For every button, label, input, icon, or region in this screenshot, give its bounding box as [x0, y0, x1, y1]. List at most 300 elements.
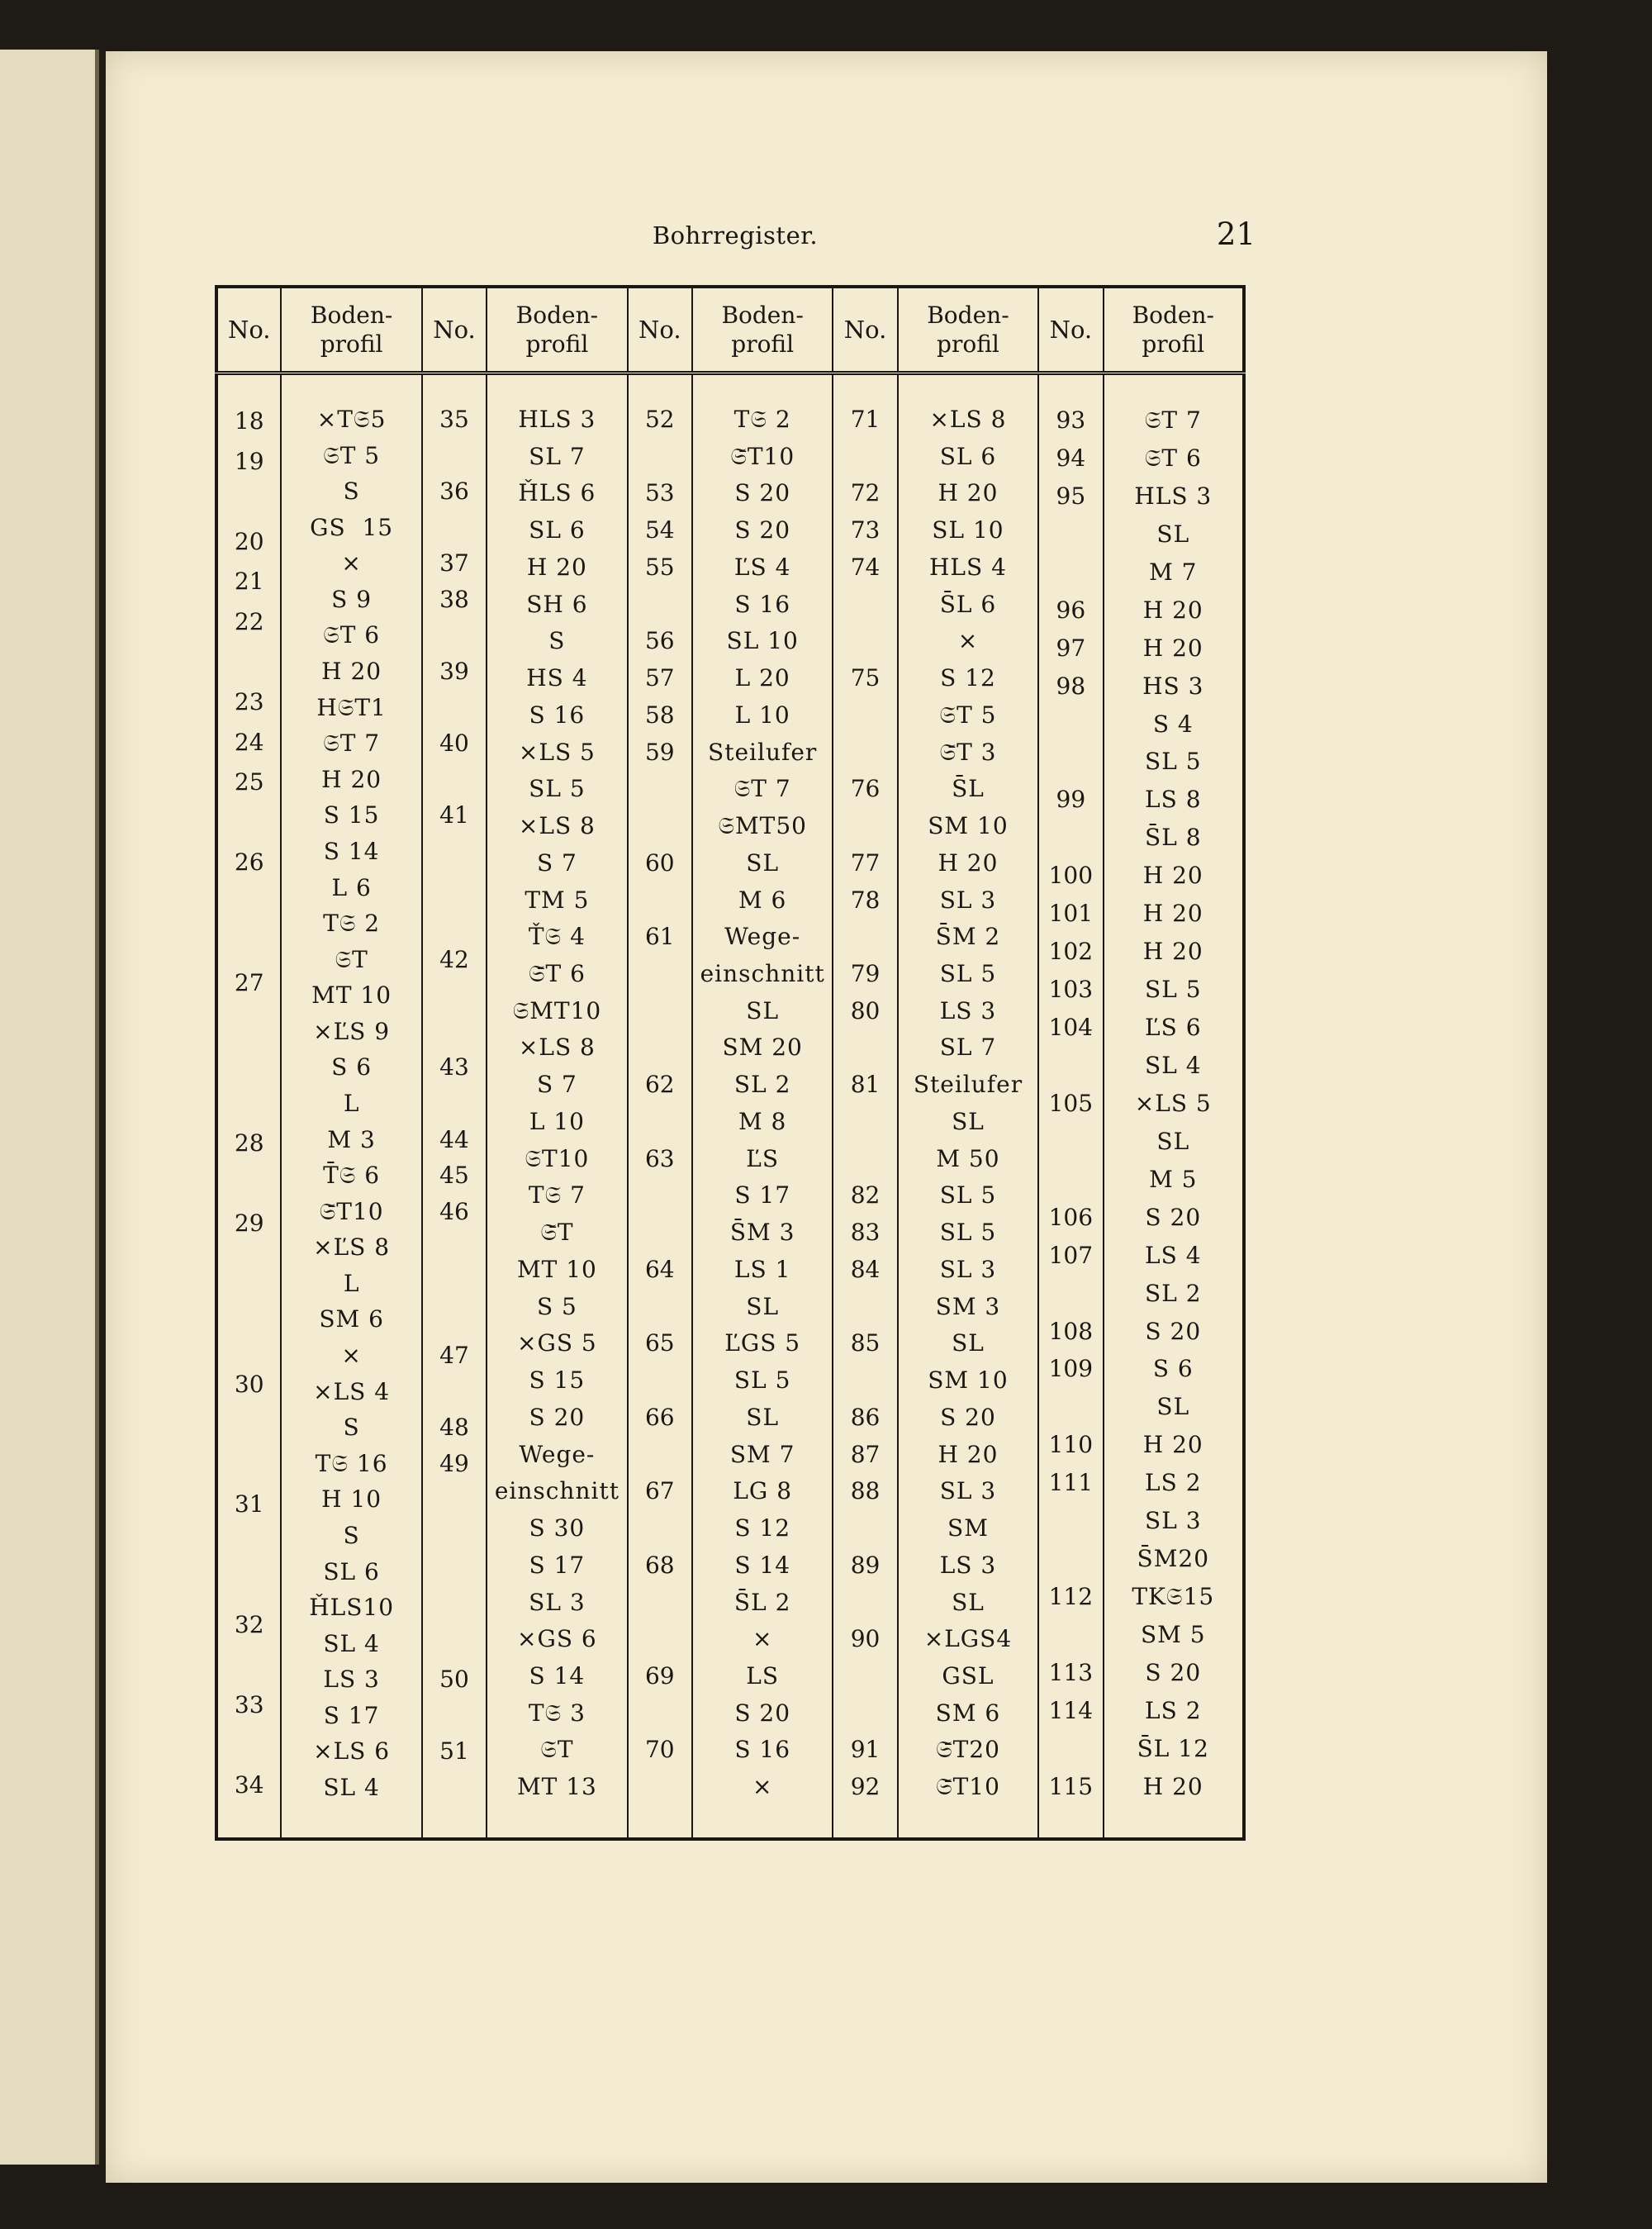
bore-number — [632, 1585, 688, 1622]
profile-entry: S 16 — [529, 701, 586, 729]
bore-number — [1042, 1616, 1099, 1654]
page-number: 21 — [1216, 216, 1256, 252]
profile-entry: L — [343, 1089, 360, 1117]
profile-entry: M 3 — [327, 1125, 376, 1153]
bore-number — [426, 1626, 482, 1662]
profile-entry: ×LS 8 — [518, 1034, 596, 1062]
bore-number: 35 — [439, 406, 469, 433]
bore-number — [837, 1289, 893, 1326]
bore-number: 65 — [644, 1329, 675, 1357]
profile-entry: S 20 — [734, 516, 791, 544]
bore-number — [1042, 1540, 1099, 1578]
profile-entry: S 15 — [529, 1366, 586, 1395]
profile-entry: L 6 — [331, 873, 372, 901]
bore-number — [632, 1437, 688, 1474]
profile-entry: einschnitt — [494, 1477, 620, 1505]
bore-number — [1042, 1730, 1099, 1768]
bore-number: 33 — [234, 1691, 264, 1718]
profile-entry: SL 5 — [939, 960, 997, 988]
profile-entry: 𝔖T 6 — [323, 621, 381, 649]
bore-number: 69 — [644, 1661, 675, 1690]
bore-number — [1042, 554, 1099, 592]
profile-entry: 𝔖T 6 — [1144, 444, 1202, 472]
profile-entry: S 14 — [734, 1551, 791, 1579]
profil-column — [281, 373, 421, 1840]
profile-entry: Steilufer — [913, 1071, 1023, 1099]
profile-entry: 𝔖T 7 — [323, 730, 381, 758]
profile-entry: T𝔖 3 — [528, 1699, 586, 1727]
profile-entry: H 20 — [1142, 900, 1203, 928]
bore-number: 113 — [1048, 1658, 1094, 1686]
bore-number — [426, 1301, 482, 1338]
profile-entry: S 17 — [323, 1701, 380, 1729]
profile-entry: S 20 — [1145, 1658, 1202, 1686]
bore-number — [221, 883, 277, 924]
profile-entry: SL — [952, 1588, 985, 1616]
profile-entry: S — [343, 1521, 360, 1549]
header-profil: Boden- profil — [692, 287, 833, 373]
profile-entry: 𝔖T 7 — [733, 775, 791, 803]
profile-entry: ×LS 4 — [313, 1377, 391, 1405]
bore-number — [837, 439, 893, 476]
bore-number — [632, 1621, 688, 1658]
profile-entry: Wege- — [519, 1440, 596, 1468]
profile-entry: ȞLS 6 — [518, 479, 596, 507]
profile-entry: L 10 — [529, 1107, 585, 1135]
profile-entry: TM 5 — [525, 886, 590, 914]
bore-number: 110 — [1048, 1431, 1094, 1459]
profile-entry: 𝔖T — [335, 945, 368, 973]
profile-entry: ĽS 6 — [1145, 1014, 1202, 1041]
profile-entry: S — [548, 627, 566, 655]
profil-column — [487, 373, 627, 1840]
bore-number: 80 — [850, 996, 881, 1024]
bore-number: 83 — [850, 1219, 881, 1247]
profile-entry: S 20 — [1145, 1203, 1202, 1231]
profile-entry: S 20 — [734, 479, 791, 507]
profile-entry: 𝔖MT10 — [512, 996, 602, 1024]
profile-entry: 𝔖̄T 3 — [939, 738, 997, 766]
bore-number: 47 — [439, 1342, 469, 1370]
profile-entry: S 4 — [1152, 710, 1194, 738]
profile-entry: T𝔖 2 — [323, 910, 381, 938]
profile-entry: L — [343, 1269, 360, 1297]
profile-entry: H 10 — [321, 1485, 382, 1514]
bore-number — [632, 882, 688, 920]
profile-entry: L 20 — [734, 664, 790, 692]
profile-entry: S 16 — [734, 590, 791, 618]
profile-entry: S — [343, 478, 360, 506]
profile-entry: S̄M 2 — [935, 923, 1001, 951]
profile-entry: S 20 — [529, 1403, 586, 1431]
bore-number: 73 — [850, 516, 881, 544]
bore-number: 79 — [850, 960, 881, 988]
bore-number — [837, 623, 893, 660]
profile-entry: TK𝔖15 — [1132, 1583, 1215, 1611]
header-profil: Boden- profil — [281, 287, 421, 373]
profile-entry: LG 8 — [733, 1477, 793, 1505]
header-no: No. — [833, 287, 897, 373]
profile-entry: 𝔖MT50 — [718, 812, 807, 840]
profile-entry: T𝔖 2 — [733, 406, 791, 433]
bore-number — [632, 771, 688, 808]
bore-number: 53 — [644, 479, 675, 507]
bore-number — [632, 1214, 688, 1252]
profile-entry: S 7 — [536, 848, 577, 877]
profile-entry: 𝔖̄T10 — [319, 1197, 384, 1225]
header-profil: Boden- profil — [1104, 287, 1244, 373]
bore-number — [426, 438, 482, 474]
bore-number — [221, 1404, 277, 1445]
bore-number — [426, 870, 482, 906]
profile-entry: SL — [746, 848, 780, 877]
profile-entry: H 20 — [938, 848, 999, 877]
profile-entry: MT 13 — [516, 1773, 597, 1801]
bore-number: 56 — [644, 627, 675, 655]
bore-number — [426, 617, 482, 653]
bore-number: 30 — [234, 1370, 264, 1398]
profile-entry: SL 3 — [939, 1255, 997, 1283]
header-no: No. — [216, 287, 281, 373]
profile-entry: SL 6 — [939, 442, 997, 470]
profile-entry: S 20 — [1145, 1317, 1202, 1345]
profile-entry: 𝔖T — [540, 1736, 574, 1764]
no-column — [216, 373, 281, 1840]
bore-number: 49 — [439, 1449, 469, 1477]
no-column — [833, 373, 897, 1840]
bore-number — [1042, 1161, 1099, 1199]
bore-number: 105 — [1048, 1089, 1094, 1117]
profile-entry: M 7 — [1149, 558, 1198, 586]
bore-number: 54 — [644, 516, 675, 544]
bore-number: 52 — [644, 406, 675, 433]
bore-number — [221, 1324, 277, 1365]
bore-number — [837, 587, 893, 624]
bore-number: 99 — [1056, 786, 1086, 814]
profile-entry: H 20 — [321, 765, 382, 793]
bore-number — [837, 1362, 893, 1400]
profile-entry: SL — [952, 1329, 985, 1357]
profile-entry: S̄L — [952, 775, 985, 803]
bore-number — [426, 1229, 482, 1266]
profile-entry: H 20 — [938, 479, 999, 507]
profile-entry: ×ĽS 8 — [313, 1233, 391, 1262]
bore-number: 71 — [850, 406, 881, 433]
profil-column — [1104, 373, 1244, 1840]
bore-number: 63 — [644, 1144, 675, 1172]
bore-number: 98 — [1056, 672, 1086, 700]
profile-entry: × — [341, 1342, 362, 1370]
profile-entry: SL — [746, 1403, 780, 1431]
profile-entry: GSL — [942, 1661, 995, 1690]
bore-number: 19 — [234, 447, 264, 475]
bore-number: 76 — [850, 775, 881, 803]
bore-number: 68 — [644, 1551, 675, 1579]
bore-number: 60 — [644, 848, 675, 877]
profile-entry: H 20 — [1142, 1772, 1203, 1800]
profile-entry: ĽS 4 — [733, 553, 791, 581]
profile-entry: SL 3 — [529, 1588, 586, 1616]
bore-number: 91 — [850, 1736, 881, 1764]
bore-number: 85 — [850, 1329, 881, 1357]
profile-entry: 𝔖̄T — [540, 1219, 574, 1247]
bore-number: 23 — [234, 687, 264, 715]
profile-entry: SM 5 — [1140, 1621, 1206, 1648]
bore-number: 93 — [1056, 406, 1086, 434]
body-row — [216, 373, 1244, 1840]
profile-entry: SL 4 — [323, 1773, 380, 1801]
profile-entry: SL 5 — [529, 775, 586, 803]
profile-entry: LS 2 — [1145, 1696, 1202, 1724]
bore-number — [426, 1518, 482, 1554]
profile-entry: T𝔖 16 — [315, 1449, 388, 1477]
profile-entry: LS 3 — [323, 1666, 380, 1694]
profile-entry: LS 4 — [1145, 1241, 1202, 1269]
bore-number — [837, 734, 893, 772]
bore-number: 66 — [644, 1403, 675, 1431]
profile-entry: SL 4 — [1145, 1051, 1202, 1079]
profile-entry: S 12 — [940, 664, 996, 692]
bore-number — [426, 1554, 482, 1590]
profile-entry: SL 2 — [1145, 1279, 1202, 1307]
bore-number: 31 — [234, 1490, 264, 1518]
bore-number — [1042, 819, 1099, 857]
bore-number: 78 — [850, 886, 881, 914]
profile-entry: SL 3 — [939, 1477, 997, 1505]
profile-entry: ×LS 8 — [929, 406, 1007, 433]
running-title: Bohrregister. — [652, 221, 819, 250]
profile-entry: SL 10 — [726, 627, 799, 655]
bore-number: 106 — [1048, 1203, 1094, 1231]
profile-entry: 𝔖T 5 — [939, 701, 997, 729]
bore-number — [1042, 706, 1099, 744]
profile-entry: LS — [746, 1661, 780, 1690]
bore-number: 115 — [1048, 1772, 1094, 1800]
profile-entry: SL 7 — [939, 1034, 997, 1062]
profile-entry: H 20 — [321, 658, 382, 686]
bore-number: 112 — [1048, 1583, 1094, 1611]
profile-entry: T𝔖 7 — [528, 1181, 586, 1210]
profile-entry: M 50 — [936, 1144, 1000, 1172]
profile-entry: 𝔖T 7 — [1144, 406, 1202, 434]
bore-number: 103 — [1048, 976, 1094, 1004]
bore-number — [1042, 1123, 1099, 1161]
bore-number: 77 — [850, 848, 881, 877]
bore-number — [632, 1177, 688, 1214]
bore-number — [632, 956, 688, 993]
bore-number — [221, 1164, 277, 1205]
profile-entry: LS 1 — [733, 1255, 791, 1283]
bore-number: 45 — [439, 1162, 469, 1190]
profile-entry: Ť𝔖 4 — [528, 923, 586, 951]
bore-number — [1042, 1047, 1099, 1085]
bore-number — [426, 1266, 482, 1302]
profile-entry: SM 6 — [935, 1699, 1001, 1727]
bore-number: 96 — [1056, 596, 1086, 624]
profile-entry: × — [341, 549, 362, 577]
bore-number: 64 — [644, 1255, 675, 1283]
bore-number — [632, 1362, 688, 1400]
bore-number: 62 — [644, 1071, 675, 1099]
profile-entry: ĽGS 5 — [724, 1329, 801, 1357]
bore-number: 109 — [1048, 1355, 1094, 1383]
profile-entry: L 10 — [734, 701, 790, 729]
profile-entry: SL 2 — [733, 1071, 791, 1099]
profile-entry: H 20 — [1142, 938, 1203, 966]
profile-entry: SL 7 — [529, 442, 586, 470]
bore-number: 92 — [850, 1773, 881, 1801]
profile-entry: SL 5 — [733, 1366, 791, 1395]
profile-entry: M 6 — [738, 886, 787, 914]
header-row — [216, 287, 1244, 373]
bore-number: 84 — [850, 1255, 881, 1283]
profile-entry: 𝔖̄T10 — [935, 1773, 1000, 1801]
bore-number — [426, 1481, 482, 1518]
bore-number — [1042, 1275, 1099, 1313]
bore-number: 107 — [1048, 1241, 1094, 1269]
bore-number: 67 — [644, 1477, 675, 1505]
bore-number — [221, 1043, 277, 1084]
header-no: No. — [1038, 287, 1103, 373]
bore-number: 102 — [1048, 938, 1094, 966]
profile-entry: SM 6 — [319, 1305, 384, 1333]
profile-entry: S̄L 12 — [1137, 1734, 1209, 1762]
bore-number — [426, 905, 482, 942]
profile-entry: H 20 — [1142, 862, 1203, 890]
bore-number: 41 — [439, 801, 469, 829]
profile-entry: SL — [1156, 520, 1190, 548]
profile-entry: ×LGS4 — [923, 1625, 1013, 1653]
bore-number: 94 — [1056, 444, 1086, 472]
profile-entry: H𝔖T1 — [316, 693, 387, 721]
bore-number: 89 — [850, 1551, 881, 1579]
bore-number — [837, 808, 893, 845]
header-no: No. — [422, 287, 487, 373]
bore-number: 59 — [644, 738, 675, 766]
profile-entry: ×LS 5 — [518, 738, 596, 766]
bore-number — [426, 1014, 482, 1050]
profile-entry: S 12 — [734, 1514, 791, 1542]
profile-entry: ×GS 5 — [517, 1329, 597, 1357]
profile-entry: S̄L 2 — [733, 1588, 791, 1616]
profile-entry: S 15 — [323, 801, 380, 829]
no-column — [422, 373, 487, 1840]
bore-number — [837, 697, 893, 734]
profile-entry: ×LS 8 — [518, 812, 596, 840]
bore-number: 57 — [644, 664, 675, 692]
profile-entry: S̄M 3 — [729, 1219, 795, 1247]
profile-entry: S 30 — [529, 1514, 586, 1542]
profile-entry: S̄M20 — [1137, 1545, 1210, 1573]
profile-entry: H 20 — [1142, 596, 1203, 624]
bore-number: 48 — [439, 1414, 469, 1442]
bore-number — [221, 1003, 277, 1043]
bore-number — [426, 1374, 482, 1410]
profile-entry: SL 3 — [939, 886, 997, 914]
profile-entry: GS 15 — [310, 513, 394, 541]
profile-entry: S — [343, 1414, 360, 1442]
bore-number: 75 — [850, 664, 881, 692]
profile-entry: × — [752, 1773, 773, 1801]
profile-entry: S 17 — [529, 1551, 586, 1579]
bore-number — [221, 482, 277, 522]
bore-number — [632, 1029, 688, 1067]
bore-number: 90 — [850, 1625, 881, 1653]
bore-number — [632, 587, 688, 624]
profile-entry: SH 6 — [526, 590, 588, 618]
bore-number: 97 — [1056, 634, 1086, 662]
profile-entry: MT 10 — [311, 981, 392, 1010]
profile-entry: × — [752, 1625, 773, 1653]
bore-number: 34 — [234, 1771, 264, 1799]
bore-number — [426, 834, 482, 870]
profile-entry: ×GS 6 — [517, 1625, 597, 1653]
bore-number: 29 — [234, 1210, 264, 1238]
bore-number: 27 — [234, 968, 264, 996]
profile-entry: SL 5 — [939, 1219, 997, 1247]
bore-number: 18 — [234, 407, 264, 435]
bore-number — [221, 1084, 277, 1124]
profile-entry: HS 4 — [526, 664, 588, 692]
profile-entry: SM 10 — [928, 812, 1009, 840]
bore-number — [221, 642, 277, 682]
profile-entry: SL 4 — [323, 1629, 380, 1657]
profile-entry: S 9 — [331, 585, 373, 613]
bore-number: 81 — [850, 1071, 881, 1099]
bore-number — [426, 1698, 482, 1734]
profile-entry: S 5 — [536, 1292, 577, 1320]
bore-number — [837, 1585, 893, 1622]
profile-entry: HLS 4 — [928, 553, 1007, 581]
bore-number — [221, 923, 277, 963]
bore-number — [632, 1695, 688, 1732]
bore-number: 86 — [850, 1403, 881, 1431]
profile-entry: S 17 — [734, 1181, 791, 1210]
bore-number — [221, 803, 277, 844]
header-profil: Boden- profil — [898, 287, 1038, 373]
bore-number: 28 — [234, 1129, 264, 1157]
bore-number: 43 — [439, 1053, 469, 1081]
bore-number: 111 — [1048, 1469, 1094, 1497]
profile-entry: S̄L 8 — [1145, 824, 1202, 852]
bore-number: 74 — [850, 553, 881, 581]
profile-entry: Wege- — [724, 923, 801, 951]
profile-entry: SL — [952, 1107, 985, 1135]
profile-entry: S 6 — [1152, 1355, 1194, 1383]
bore-number: 39 — [439, 658, 469, 686]
profile-entry: ×T𝔖5 — [316, 406, 387, 433]
profile-entry: LS 8 — [1145, 786, 1202, 814]
profile-entry: 𝔖̄T20 — [935, 1736, 1000, 1764]
bore-number — [632, 993, 688, 1030]
bore-number — [632, 808, 688, 845]
profile-entry: H 20 — [1142, 634, 1203, 662]
bore-number — [221, 1645, 277, 1685]
header-no: No. — [628, 287, 692, 373]
bore-number: 55 — [644, 553, 675, 581]
bore-number — [632, 1104, 688, 1141]
profile-entry: SM 3 — [935, 1292, 1001, 1320]
profile-entry: ȞLS10 — [309, 1594, 395, 1622]
bore-number: 44 — [439, 1125, 469, 1153]
profile-entry: HLS 3 — [518, 406, 596, 433]
profile-entry: LS 3 — [939, 996, 997, 1024]
bore-number — [221, 1726, 277, 1766]
bore-number: 61 — [644, 923, 675, 951]
bore-number: 46 — [439, 1197, 469, 1225]
bore-number: 101 — [1048, 900, 1094, 928]
bore-number — [221, 1525, 277, 1566]
